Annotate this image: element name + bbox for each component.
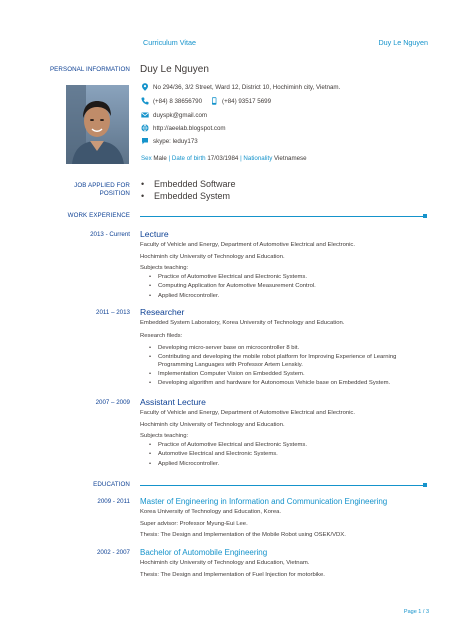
skype-icon [141, 137, 149, 145]
profile-photo [66, 85, 129, 164]
website-text[interactable]: http://aeelab.blogspot.com [153, 124, 226, 132]
mobile-icon [210, 97, 218, 105]
skype-text: skype: leduy173 [153, 137, 198, 145]
work-bullet-continuation: Programming Languages with Professor Artem Lenskiy. [158, 362, 303, 368]
work-bullet: • Applied Microcontroller. [158, 461, 219, 467]
work-line: Research fileds: [140, 333, 183, 339]
education-date: 2009 - 2011 [97, 498, 130, 505]
personal-details-row [141, 155, 307, 162]
work-line: Embedded System Laboratory, Korea University of Technology and Education. [140, 320, 345, 326]
work-line: Hochiminh city University of Technology and Education. [140, 422, 285, 428]
job-applied-label [0, 182, 130, 198]
nationality-value: Vietnamese [274, 155, 307, 162]
section-divider [140, 216, 426, 217]
section-divider-end [423, 483, 427, 487]
education-line: Hochiminh city University of Technology and Education, Vietnam. [140, 560, 310, 566]
work-line: Subjects teaching: [140, 265, 189, 271]
work-bullet: • Developing micro-server base on microcontroller 8 bit. [158, 345, 299, 351]
address-text: No 294/36, 3/2 Street, Ward 12, District 10, Hochiminh city, Vietnam. [153, 83, 341, 91]
education-degree: Master of Engineering in Information and Communication Engineering [140, 497, 388, 506]
website-row [141, 124, 226, 132]
dob-label: Date of birth [171, 155, 206, 162]
skype-row [141, 137, 198, 145]
work-bullet: • Developing algorithm and hardware for Autonomous Vehicle base on Embedded System. [158, 380, 390, 386]
sex-label: Sex [141, 155, 152, 162]
phone-row [141, 97, 271, 105]
address-row [141, 83, 340, 91]
dob-value: 17/03/1984 [207, 155, 239, 162]
education-date: 2002 - 2007 [96, 549, 130, 556]
sex-value: Male [153, 155, 167, 162]
nationality-label: Nationality [243, 155, 273, 162]
work-bullet: • Implementation Computer Vision on Embedded System. [158, 371, 305, 377]
person-name: Duy Le Nguyen [140, 64, 209, 75]
header-cv-title: Curriculum Vitae [143, 38, 196, 47]
job-applied-item: • Embedded System [154, 191, 230, 201]
work-line: Faculty of Vehicle and Energy, Department of Automotive Electrical and Electronic. [140, 242, 356, 248]
work-bullet: • Computing Application for Automotive Measurement Control. [158, 283, 316, 289]
section-divider-end [423, 214, 427, 218]
separator: | [168, 155, 171, 162]
work-line: Faculty of Vehicle and Energy, Department of Automotive Electrical and Electronic. [140, 410, 356, 416]
mobile-text: (+84) 93517 5699 [222, 97, 272, 105]
work-bullet: • Practice of Automotive Electrical and Electronic Systems. [158, 442, 307, 448]
education-label: EDUCATION [93, 481, 130, 488]
separator: | [240, 155, 242, 162]
job-applied-label-line1: JOB APPLIED FOR [74, 182, 130, 189]
work-date: 2011 – 2013 [96, 309, 130, 316]
header-person-name: Duy Le Nguyen [378, 38, 428, 47]
work-bullet: • Automotive Electrical and Electronic Systems. [158, 451, 278, 457]
work-bullet: • Contributing and developing the mobile robot platform for Improving Experience of Learning [158, 354, 396, 360]
work-bullet: • Applied Microcontroller. [158, 293, 219, 299]
phone-text: (+84) 8 38656790 [153, 97, 203, 105]
website-icon [141, 124, 149, 132]
email-row [141, 111, 207, 119]
job-applied-label-line2: POSITION [99, 190, 130, 197]
location-pin-icon [141, 83, 149, 91]
work-title: Lecture [140, 229, 169, 239]
email-text[interactable]: duyspk@gmail.com [153, 111, 208, 119]
education-line: Thesis: The Design and Implementation of the Mobile Robot using OSEK/VDX. [140, 532, 346, 538]
personal-info-label: PERSONAL INFORMATION [49, 66, 130, 73]
phone-icon [141, 97, 149, 105]
work-experience-label: WORK EXPERIENCE [67, 212, 130, 219]
work-date: 2013 - Current [90, 231, 130, 238]
education-line: Korea University of Technology and Education, Korea. [140, 509, 282, 515]
section-divider [140, 485, 426, 486]
work-bullet: • Practice of Automotive Electrical and Electronic Systems. [158, 274, 307, 280]
work-line: Hochiminh city University of Technology and Education. [140, 254, 285, 260]
work-date: 2007 – 2009 [95, 399, 130, 406]
job-applied-item: • Embedded Software [154, 179, 236, 189]
education-line: Thesis: The Design and Implementation of Fuel Injection for motorbike. [140, 572, 325, 578]
page-number: Page 1 / 3 [403, 609, 429, 615]
work-title: Researcher [140, 307, 185, 317]
email-icon [141, 111, 149, 119]
education-line: Super advisor: Professor Myung-Eui Lee. [140, 521, 248, 527]
work-line: Subjects teaching: [140, 433, 189, 439]
education-degree: Bachelor of Automobile Engineering [140, 548, 268, 557]
work-title: Assistant Lecture [140, 397, 206, 407]
